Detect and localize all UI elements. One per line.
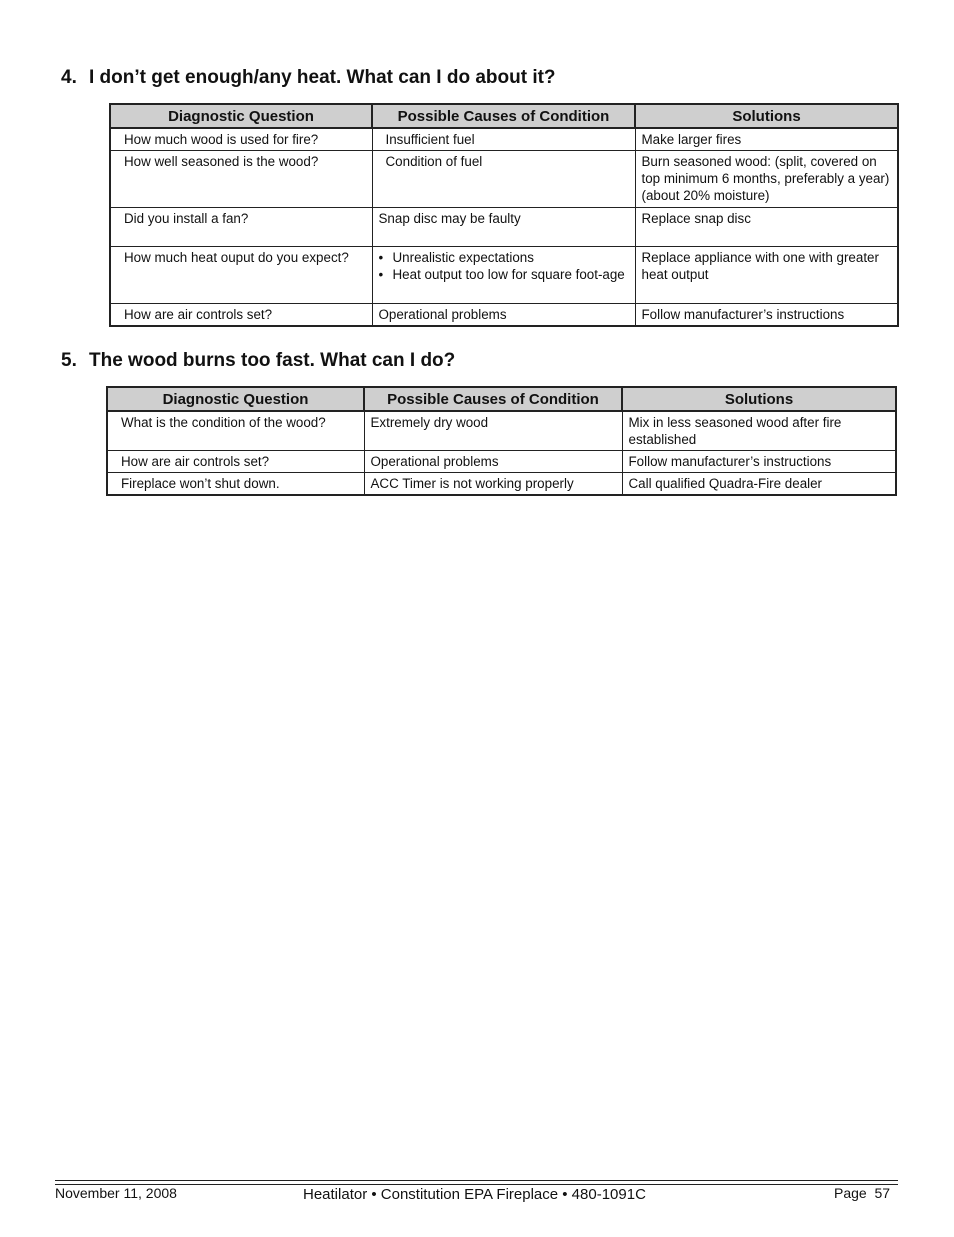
cause-cell: Snap disc may be faulty	[372, 208, 635, 247]
column-header-causes: Possible Causes of Condition	[372, 104, 635, 128]
section-5-title: The wood burns too fast. What can I do?	[89, 350, 456, 371]
cause-list	[379, 249, 630, 283]
table-row	[110, 151, 898, 208]
cause-cell: ACC Timer is not working properly	[364, 473, 622, 496]
column-header-causes: Possible Causes of Condition	[364, 387, 622, 411]
table-row	[110, 208, 898, 247]
section-4-title: I don’t get enough/any heat. What can I do about it?	[89, 67, 556, 88]
footer-date: November 11, 2008	[55, 1185, 177, 1201]
solution-cell: Replace snap disc	[635, 208, 898, 247]
footer-divider	[55, 1180, 898, 1181]
bullet-icon: •	[378, 250, 384, 265]
table-header-row	[110, 104, 898, 128]
question-cell: How well seasoned is the wood?	[110, 151, 372, 208]
solution-cell: Replace appliance with one with greater heat output	[635, 247, 898, 304]
cause-cell	[372, 247, 635, 304]
list-item: • Heat output too low for square foot-age	[378, 267, 625, 282]
section-4-heading	[61, 67, 556, 89]
list-item: • Unrealistic expectations	[378, 250, 534, 265]
cause-cell: Insufficient fuel	[372, 128, 635, 151]
table-row	[107, 451, 896, 473]
solution-cell: Mix in less seasoned wood after fire established	[622, 411, 896, 451]
solution-cell: Follow manufacturer’s instructions	[622, 451, 896, 473]
question-cell: How much heat ouput do you expect?	[110, 247, 372, 304]
solution-cell: Make larger fires	[635, 128, 898, 151]
section-5-number: 5.	[61, 350, 77, 371]
table-row	[107, 411, 896, 451]
footer-document-title: Heatilator • Constitution EPA Fireplace • 480-1091C	[303, 1186, 646, 1203]
column-header-question: Diagnostic Question	[110, 104, 372, 128]
section-5-heading	[61, 350, 455, 372]
question-cell: How are air controls set?	[110, 304, 372, 327]
table-row	[110, 304, 898, 327]
table-header-row	[107, 387, 896, 411]
cause-cell: Extremely dry wood	[364, 411, 622, 451]
section-4-number: 4.	[61, 67, 77, 88]
table-row	[107, 473, 896, 496]
column-header-solutions: Solutions	[635, 104, 898, 128]
solution-cell: Follow manufacturer’s instructions	[635, 304, 898, 327]
question-cell: How much wood is used for fire?	[110, 128, 372, 151]
question-cell: How are air controls set?	[107, 451, 364, 473]
solution-cell: Call qualified Quadra-Fire dealer	[622, 473, 896, 496]
question-cell: What is the condition of the wood?	[107, 411, 364, 451]
column-header-question: Diagnostic Question	[107, 387, 364, 411]
solution-cell: Burn seasoned wood: (split, covered on top minimum 6 months, preferably a year) (about 20% moisture)	[635, 151, 898, 208]
table-row	[110, 247, 898, 304]
question-cell: Did you install a fan?	[110, 208, 372, 247]
heat-diagnostic-table	[109, 103, 899, 327]
cause-cell: Condition of fuel	[372, 151, 635, 208]
bullet-icon: •	[378, 267, 384, 282]
question-cell: Fireplace won’t shut down.	[107, 473, 364, 496]
footer-page-number: Page 57	[834, 1185, 891, 1201]
table-row	[110, 128, 898, 151]
burn-rate-diagnostic-table	[106, 386, 897, 496]
column-header-solutions: Solutions	[622, 387, 896, 411]
footer-divider	[55, 1184, 898, 1185]
cause-cell: Operational problems	[372, 304, 635, 327]
cause-cell: Operational problems	[364, 451, 622, 473]
